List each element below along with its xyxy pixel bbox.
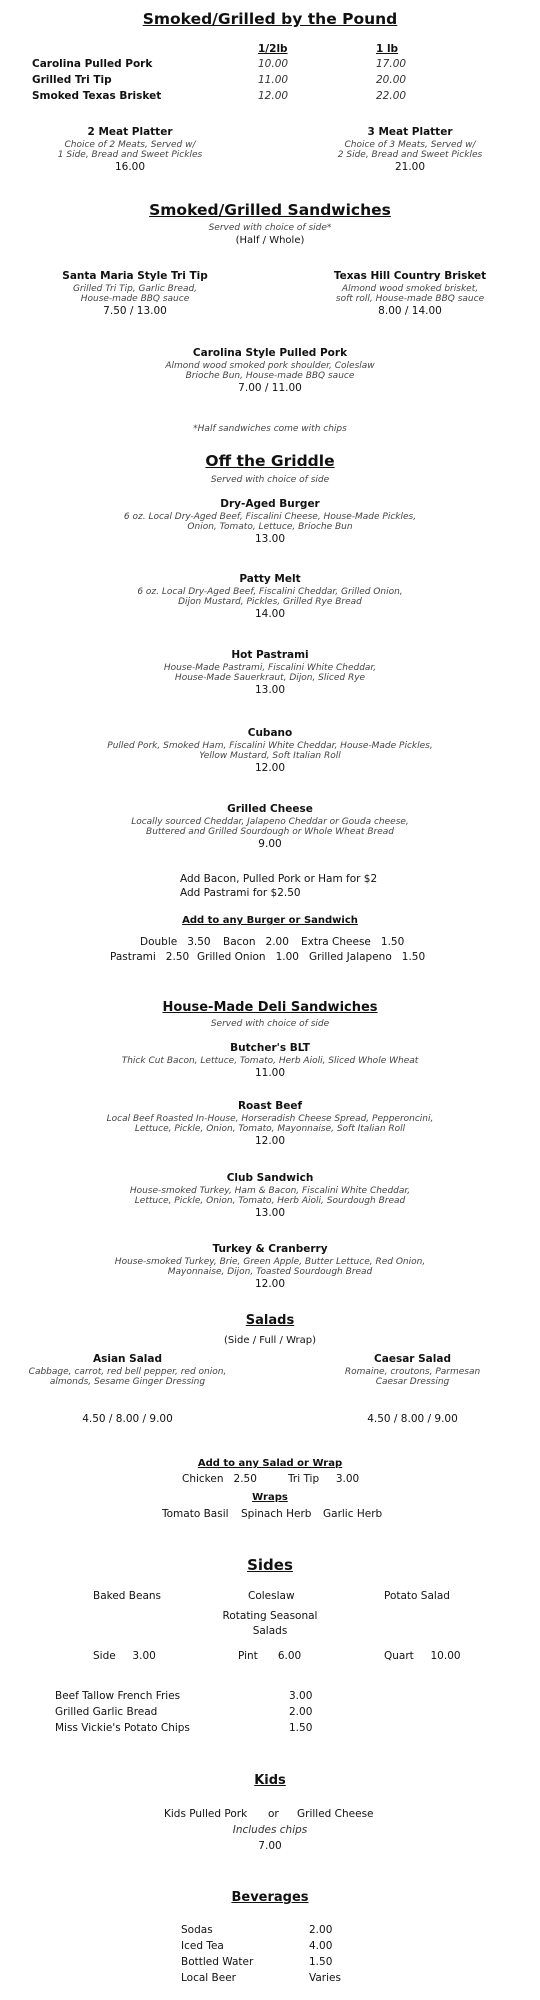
platter-price: 21.00	[394, 161, 426, 173]
addon-item	[197, 951, 299, 963]
salad-add-price: 3.00	[335, 1473, 360, 1485]
sandwich-item	[275, 270, 540, 317]
beverage-price: Varies	[309, 1972, 341, 1984]
deli-item	[0, 1243, 540, 1290]
addon-item	[309, 951, 425, 963]
addon-item	[223, 936, 289, 948]
griddle-item-name: Grilled Cheese	[227, 803, 313, 815]
sandwich-name: Carolina Style Pulled Pork	[192, 347, 348, 359]
side-size-price: 6.00	[277, 1650, 302, 1662]
addon-item	[301, 936, 404, 948]
addon-price: 2.50	[165, 951, 190, 963]
deli-item-desc: House-smoked Turkey, Brie, Green Apple, Butter Lettuce, Red Onion,	[114, 1257, 426, 1267]
deli-item	[0, 1100, 540, 1147]
sandwiches-subtitle: Served with choice of side*	[208, 223, 332, 233]
pound-item-name: Smoked Texas Brisket	[32, 90, 162, 102]
side-size-name: Side	[93, 1650, 116, 1662]
griddle-item-name: Patty Melt	[239, 573, 301, 585]
griddle-item-desc: 6 oz. Local Dry-Aged Beef, Fiscalini Cheddar, Grilled Onion,	[137, 587, 403, 597]
deli-item-price: 12.00	[254, 1135, 286, 1147]
addon-name: Bacon	[223, 936, 256, 948]
griddle-item-desc: Locally sourced Cheddar, Jalapeno Cheddar or Gouda cheese,	[131, 817, 409, 827]
deli-item-desc: Thick Cut Bacon, Lettuce, Tomato, Herb Aioli, Sliced Whole Wheat	[121, 1056, 419, 1066]
deli-item-name: Club Sandwich	[226, 1172, 314, 1184]
addon-name: Grilled Jalapeno	[309, 951, 392, 963]
addon-item	[140, 936, 211, 948]
griddle-item	[0, 498, 540, 545]
griddle-item-desc: House-Made Sauerkraut, Dijon, Sliced Rye	[174, 673, 366, 683]
side-option: Baked Beans	[93, 1590, 162, 1602]
pound-item-name: Carolina Pulled Pork	[32, 58, 153, 70]
wrap-option: Garlic Herb	[323, 1508, 383, 1520]
pound-item-full-price: 22.00	[376, 90, 407, 102]
deli-item-name: Roast Beef	[237, 1100, 303, 1112]
salad-desc: Cabbage, carrot, red bell pepper, red onion,	[28, 1367, 227, 1377]
beverage-name: Local Beer	[181, 1972, 236, 1984]
side-seasonal: Rotating Seasonal	[222, 1610, 318, 1622]
pound-item-half-price: 11.00	[258, 74, 289, 86]
griddle-item-name: Hot Pastrami	[231, 649, 309, 661]
platter-desc: Choice of 2 Meats, Served w/	[64, 140, 196, 150]
deli-title: House-Made Deli Sandwiches	[162, 1000, 378, 1015]
addon-price: 1.00	[275, 951, 299, 963]
side-size-name: Quart	[384, 1650, 414, 1662]
sandwich-desc: House-made BBQ sauce	[80, 294, 190, 304]
griddle-subtitle: Served with choice of side	[210, 475, 330, 485]
deli-item-desc: Local Beef Roasted In-House, Horseradish Cheese Spread, Pepperoncini,	[106, 1114, 434, 1124]
griddle-item-desc: Onion, Tomato, Lettuce, Brioche Bun	[187, 522, 353, 532]
wraps-title: Wraps	[252, 1492, 288, 1503]
griddle-item-desc: Pulled Pork, Smoked Ham, Fiscalini White Cheddar, House-Made Pickles,	[107, 741, 433, 751]
pound-item-half-price: 10.00	[258, 58, 289, 70]
side-extra-price: 1.50	[289, 1722, 313, 1734]
griddle-item	[0, 727, 540, 774]
side-size	[93, 1650, 156, 1662]
side-extra-name: Miss Vickie's Potato Chips	[55, 1722, 190, 1734]
griddle-item-name: Dry-Aged Burger	[220, 498, 320, 510]
sandwich-price: 7.50 / 13.00	[103, 305, 167, 317]
side-option: Coleslaw	[248, 1590, 295, 1602]
pound-item-half-price: 12.00	[258, 90, 289, 102]
griddle-item-price: 13.00	[254, 533, 286, 545]
sandwich-name: Santa Maria Style Tri Tip	[62, 270, 208, 282]
platter-desc: 1 Side, Bread and Sweet Pickles	[57, 150, 203, 160]
deli-item	[0, 1172, 540, 1219]
beverage-name: Iced Tea	[181, 1940, 224, 1952]
sides-title: Sides	[247, 1556, 293, 1574]
addon-name: Double	[140, 936, 178, 948]
beverage-name: Sodas	[181, 1924, 213, 1936]
addon-name: Grilled Onion	[197, 951, 266, 963]
beverage-price: 2.00	[309, 1924, 333, 1936]
sandwich-item	[0, 347, 540, 394]
deli-item-price: 13.00	[254, 1207, 286, 1219]
sandwiches-title: Smoked/Grilled Sandwiches	[149, 201, 391, 219]
beverage-name: Bottled Water	[181, 1956, 254, 1968]
griddle-item-name: Cubano	[247, 727, 293, 739]
salad-add-name: Chicken	[182, 1473, 224, 1485]
platter-desc: 2 Side, Bread and Sweet Pickles	[337, 150, 483, 160]
sandwich-item	[0, 270, 270, 317]
griddle-item-desc: House-Made Pastrami, Fiscalini White Cheddar,	[163, 663, 377, 673]
salad-item	[0, 1353, 255, 1387]
deli-item-desc: Lettuce, Pickle, Onion, Tomato, Herb Aioli, Sourdough Bread	[134, 1196, 406, 1206]
sandwich-desc: soft roll, House-made BBQ sauce	[335, 294, 485, 304]
full-pound-header: 1 lb	[376, 43, 399, 55]
wrap-option: Spinach Herb	[241, 1508, 312, 1520]
griddle-add-note: Add Bacon, Pulled Pork or Ham for $2	[180, 873, 378, 885]
sandwich-price: 7.00 / 11.00	[238, 382, 302, 394]
side-seasonal: Salads	[252, 1625, 288, 1637]
salad-add-name: Tri Tip	[288, 1473, 320, 1485]
salads-title: Salads	[245, 1313, 295, 1328]
griddle-item	[0, 573, 540, 620]
sandwiches-footnote: *Half sandwiches come with chips	[193, 424, 347, 434]
beverage-price: 4.00	[309, 1940, 333, 1952]
griddle-add-note: Add Pastrami for $2.50	[180, 887, 301, 899]
half-pound-header: 1/2lb	[258, 43, 288, 55]
side-extra-name: Beef Tallow French Fries	[55, 1690, 181, 1702]
beverages-title: Beverages	[231, 1890, 309, 1905]
addons-title: Add to any Burger or Sandwich	[182, 915, 358, 926]
salad-price: 4.50 / 8.00 / 9.00	[82, 1413, 173, 1425]
griddle-item-desc: Dijon Mustard, Pickles, Grilled Rye Bread	[178, 597, 362, 607]
sandwich-price: 8.00 / 14.00	[378, 305, 442, 317]
griddle-item-price: 13.00	[254, 684, 286, 696]
addon-item	[110, 951, 189, 963]
salad-name: Asian Salad	[92, 1353, 163, 1365]
kids-option: Kids Pulled Pork	[164, 1808, 248, 1820]
kids-or: or	[268, 1808, 279, 1820]
pound-item-full-price: 17.00	[376, 58, 407, 70]
addon-price: 2.00	[265, 936, 289, 948]
deli-item-name: Turkey & Cranberry	[212, 1243, 328, 1255]
deli-item-price: 12.00	[254, 1278, 286, 1290]
sandwich-desc: Grilled Tri Tip, Garlic Bread,	[72, 284, 198, 294]
salad-desc: almonds, Sesame Ginger Dressing	[49, 1377, 206, 1387]
addon-price: 1.50	[380, 936, 405, 948]
side-size	[238, 1650, 301, 1662]
side-extra-name: Grilled Garlic Bread	[55, 1706, 158, 1718]
sandwich-desc: Brioche Bun, House-made BBQ sauce	[185, 371, 355, 381]
salad-name: Caesar Salad	[374, 1353, 451, 1365]
platter-3-meat	[290, 126, 530, 173]
kids-price: 7.00	[258, 1840, 282, 1852]
side-size	[384, 1650, 461, 1662]
salad-add-title: Add to any Salad or Wrap	[197, 1458, 343, 1469]
platter-price: 16.00	[114, 161, 146, 173]
salad-item	[285, 1353, 540, 1387]
salads-size-note: (Side / Full / Wrap)	[223, 1335, 316, 1346]
platter-2-meat	[10, 126, 250, 173]
deli-item	[0, 1042, 540, 1079]
side-size-name: Pint	[238, 1650, 258, 1662]
pound-item-name: Grilled Tri Tip	[32, 74, 112, 86]
salad-add-item	[182, 1473, 257, 1485]
deli-subtitle: Served with choice of side	[210, 1019, 330, 1029]
salad-add-price: 2.50	[233, 1473, 257, 1485]
by-pound-title: Smoked/Grilled by the Pound	[142, 10, 398, 28]
salad-desc: Caesar Dressing	[375, 1377, 450, 1387]
deli-item-desc: Mayonnaise, Dijon, Toasted Sourdough Bread	[167, 1267, 373, 1277]
deli-item-desc: Lettuce, Pickle, Onion, Tomato, Mayonnaise, Soft Italian Roll	[134, 1124, 406, 1134]
griddle-item	[0, 649, 540, 696]
side-size-price: 10.00	[430, 1650, 461, 1662]
platter-name: 2 Meat Platter	[87, 126, 173, 138]
side-extra-price: 3.00	[289, 1690, 313, 1702]
side-option: Potato Salad	[384, 1590, 450, 1602]
griddle-item-desc: Yellow Mustard, Soft Italian Roll	[199, 751, 341, 761]
beverage-price: 1.50	[309, 1956, 333, 1968]
platter-desc: Choice of 3 Meats, Served w/	[344, 140, 476, 150]
deli-item-name: Butcher's BLT	[230, 1042, 310, 1054]
addon-price: 3.50	[187, 936, 211, 948]
salad-price: 4.50 / 8.00 / 9.00	[367, 1413, 458, 1425]
griddle-item-desc: Buttered and Grilled Sourdough or Whole Wheat Bread	[146, 827, 394, 837]
griddle-item-price: 12.00	[254, 762, 286, 774]
griddle-item-desc: 6 oz. Local Dry-Aged Beef, Fiscalini Cheese, House-Made Pickles,	[123, 512, 417, 522]
addon-name: Extra Cheese	[301, 936, 371, 948]
griddle-item-price: 9.00	[258, 838, 282, 850]
pound-item-full-price: 20.00	[376, 74, 407, 86]
deli-item-price: 11.00	[254, 1067, 286, 1079]
side-extra-price: 2.00	[289, 1706, 313, 1718]
side-size-price: 3.00	[132, 1650, 156, 1662]
griddle-item	[0, 803, 540, 850]
salad-add-item	[288, 1473, 359, 1485]
addon-price: 1.50	[401, 951, 426, 963]
kids-option: Grilled Cheese	[297, 1808, 374, 1820]
kids-note: Includes chips	[232, 1824, 308, 1836]
sandwich-desc: Almond wood smoked pork shoulder, Coleslaw	[165, 361, 375, 371]
platter-name: 3 Meat Platter	[367, 126, 453, 138]
griddle-title: Off the Griddle	[205, 452, 335, 470]
salad-desc: Romaine, croutons, Parmesan	[344, 1367, 481, 1377]
addon-name: Pastrami	[110, 951, 156, 963]
sandwiches-size-note: (Half / Whole)	[235, 235, 305, 246]
sandwich-desc: Almond wood smoked brisket,	[341, 284, 479, 294]
wrap-option: Tomato Basil	[162, 1508, 229, 1520]
griddle-item-price: 14.00	[254, 608, 286, 620]
kids-title: Kids	[254, 1773, 286, 1788]
sandwich-name: Texas Hill Country Brisket	[333, 270, 487, 282]
deli-item-desc: House-smoked Turkey, Ham & Bacon, Fiscalini White Cheddar,	[129, 1186, 411, 1196]
